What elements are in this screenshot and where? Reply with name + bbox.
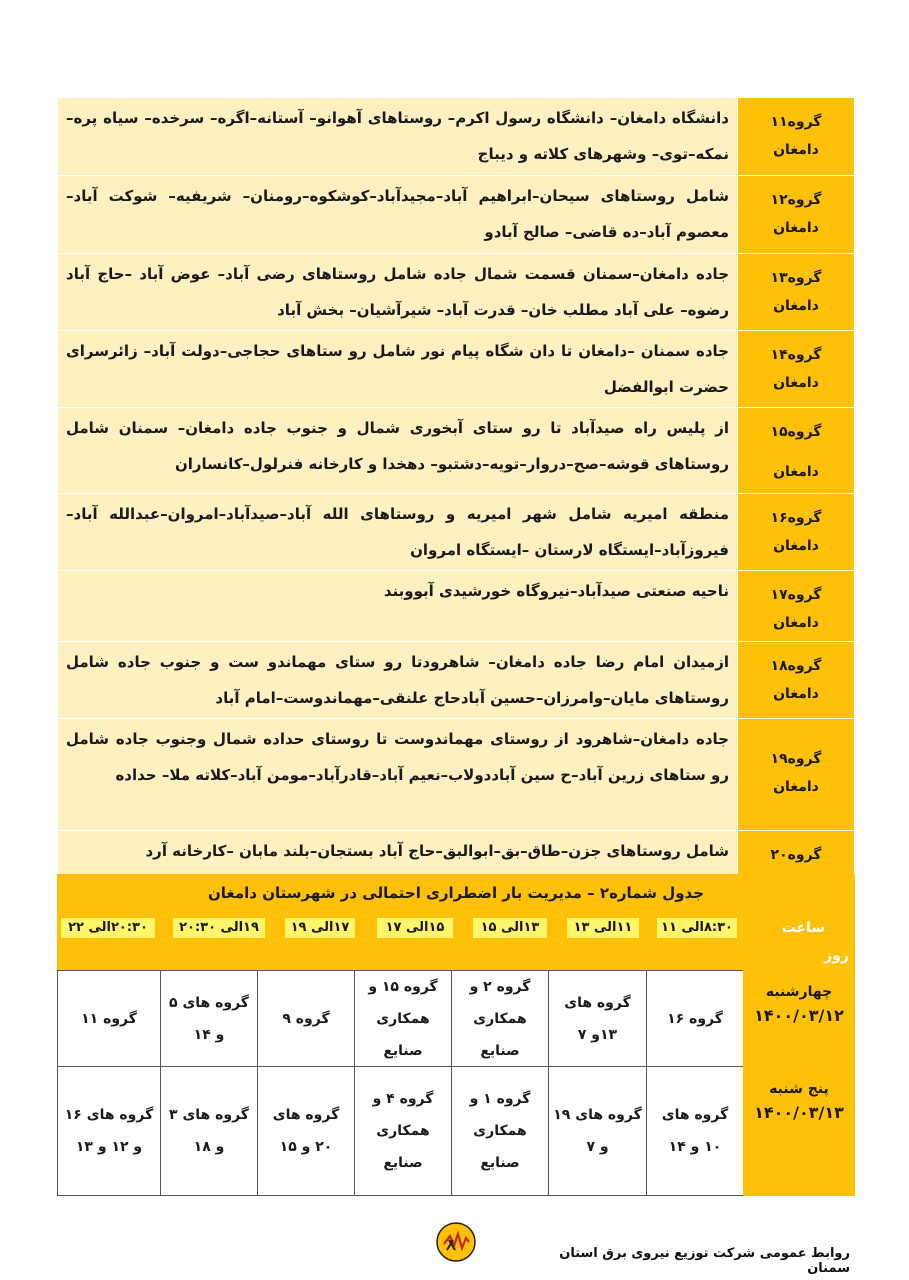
group-description: شامل روستاهای جزن–طاق–بق–ابوالبق–حاج آباد بستجان–بلند مابان –کارخانه آرد bbox=[58, 831, 738, 902]
day-row bbox=[57, 1067, 855, 1196]
schedule-cell: گروه های ۱۰ و ۱۴ bbox=[646, 1067, 743, 1196]
schedule-cell: گروه های ۲۰ و ۱۵ bbox=[257, 1067, 354, 1196]
day-date: ۱۴۰۰/۰۳/۱۲ bbox=[754, 1006, 844, 1025]
schedule-cell: گروه ۱۵ و همکاری صنایع bbox=[354, 970, 451, 1067]
group-name: گروه۱۵ bbox=[770, 424, 822, 440]
group-name-cell bbox=[738, 494, 855, 571]
group-row bbox=[58, 254, 855, 331]
group-row bbox=[58, 98, 855, 176]
group-city: دامغان bbox=[773, 298, 819, 314]
groups-table bbox=[57, 97, 855, 902]
group-name-cell bbox=[738, 642, 855, 719]
schedule-cell: گروه های ۳ و ۱۸ bbox=[160, 1067, 257, 1196]
group-name: گروه۱۷ bbox=[770, 587, 822, 603]
group-name: گروه۱۱ bbox=[770, 114, 822, 130]
schedule-cell: گروه های ۵ و ۱۴ bbox=[160, 970, 257, 1067]
group-city: دامغان bbox=[773, 464, 819, 480]
group-name: گروه۱۴ bbox=[770, 347, 822, 363]
schedule-cell: گروه ۴ و همکاری صنایع bbox=[354, 1067, 451, 1196]
group-city: دامغان bbox=[773, 538, 819, 554]
schedule-cell: گروه ۱۶ bbox=[646, 970, 743, 1067]
group-description: ازمیدان امام رضا جاده دامغان– شاهرودتا رو ستای مهماندو ست و جنوب جاده شامل روستاهای مایان–وامرزان–حسین آبادحاج علنقی–مهماندوست–امام آباد bbox=[58, 642, 738, 719]
group-name: گروه۱۹ bbox=[770, 751, 822, 767]
group-name: گروه۲۰ bbox=[770, 847, 822, 863]
group-name-cell bbox=[738, 331, 855, 408]
schedule-cell: گروه ۱ و همکاری صنایع bbox=[451, 1067, 548, 1196]
group-name: گروه۱۸ bbox=[770, 658, 822, 674]
group-city: دامغان bbox=[773, 220, 819, 236]
time-header bbox=[57, 912, 855, 970]
group-row bbox=[58, 331, 855, 408]
group-city: دامغان bbox=[773, 615, 819, 631]
electric-company-logo-icon bbox=[436, 1222, 476, 1262]
group-name-cell bbox=[738, 719, 855, 831]
day-name: پنج شنبه bbox=[769, 1081, 829, 1097]
group-description: جاده دامغان–سمنان قسمت شمال جاده شامل روستاهای رضی آباد– عوض آباد –حاج آباد رضوه– علی آباد مطلب خان– قدرت آباد– شیرآشیان– بخش آباد bbox=[58, 254, 738, 331]
group-description: منطقه امیریه شامل شهر امیریه و روستاهای الله آباد–صیدآباد–امروان–عبدالله آباد– فیروزآباد–ایستگاه لارستان –ایستگاه امروان bbox=[58, 494, 738, 571]
schedule-title: جدول شماره۲ – مدیریت بار اضطراری احتمالی در شهرستان دامغان bbox=[57, 874, 855, 912]
group-description: جاده دامغان–شاهرود از روستای مهماندوست تا روستای حداده شمال وجنوب جاده شامل رو ستاهای زرین آباد–ح سین آباددولاب–نعیم آباد–قادرآباد–مومن آباد–کلاته ملا– حداده bbox=[58, 719, 738, 831]
footer-text: روابط عمومی شرکت توزیع نیروی برق استان سمنان bbox=[559, 1246, 850, 1276]
group-description: از پلیس راه صیدآباد تا رو ستای آبخوری شمال و جنوب جاده دامغان– سمنان شامل روستاهای قوشه–صح–دروار–تویه–دشتبو– دهخدا و کارخانه فنرلول–کانساران bbox=[58, 408, 738, 494]
schedule-cell: گروه ۱۱ bbox=[57, 970, 160, 1067]
corner-time-label: ساعت bbox=[781, 920, 825, 936]
group-city: دامغان bbox=[773, 375, 819, 391]
group-row bbox=[58, 719, 855, 831]
day-cell bbox=[743, 1067, 855, 1196]
schedule-cell: گروه ۹ bbox=[257, 970, 354, 1067]
group-name-cell bbox=[738, 408, 855, 494]
time-slot: ۱۹الی ۲۰:۳۰ bbox=[173, 918, 265, 938]
day-row bbox=[57, 970, 855, 1067]
corner-day-label: روز bbox=[824, 948, 849, 964]
group-name: گروه۱۲ bbox=[770, 192, 822, 208]
time-slot: ۲۰:۳۰الی ۲۲ bbox=[61, 918, 155, 938]
group-row bbox=[58, 642, 855, 719]
time-slot: ۱۵الی ۱۷ bbox=[377, 918, 453, 938]
group-name-cell bbox=[738, 254, 855, 331]
time-slot: ۱۱الی ۱۳ bbox=[567, 918, 639, 938]
group-description: جاده سمنان –دامغان تا دان شگاه پیام نور شامل رو ستاهای حجاجی–دولت آباد– زائرسرای حضرت ابوالفضل bbox=[58, 331, 738, 408]
schedule-cell: گروه ۲ و همکاری صنایع bbox=[451, 970, 548, 1067]
group-city: دامغان bbox=[773, 142, 819, 158]
group-description: ناحیه صنعتی صیدآباد–نیروگاه خورشیدی آبووبند bbox=[58, 571, 738, 642]
group-name: گروه۱۳ bbox=[770, 270, 822, 286]
group-name: گروه۱۶ bbox=[770, 510, 822, 526]
header-corner bbox=[743, 912, 855, 970]
group-row bbox=[58, 571, 855, 642]
group-row bbox=[58, 408, 855, 494]
time-slot: ۱۳الی ۱۵ bbox=[473, 918, 547, 938]
group-name-cell bbox=[738, 571, 855, 642]
time-slot: ۱۷الی ۱۹ bbox=[285, 918, 355, 938]
group-description: شامل روستاهای سیحان–ابراهیم آباد–مجیدآباد–کوشکوه–رومنان– شریفیه– شوکت آباد–معصوم آباد–ده قاضی– صالح آبادو bbox=[58, 176, 738, 254]
group-row bbox=[58, 176, 855, 254]
day-cell bbox=[743, 970, 855, 1067]
group-city: دامغان bbox=[773, 686, 819, 702]
schedule-cell: گروه های ۱۶ و ۱۲ و ۱۳ bbox=[57, 1067, 160, 1196]
group-city: دامغان bbox=[773, 779, 819, 795]
day-name: چهارشنبه bbox=[765, 984, 833, 1000]
group-name-cell bbox=[738, 176, 855, 254]
schedule-cell: گروه های ۱۳و ۷ bbox=[548, 970, 646, 1067]
group-name-cell bbox=[738, 98, 855, 176]
group-row bbox=[58, 494, 855, 571]
schedule-cell: گروه های ۱۹ و ۷ bbox=[548, 1067, 646, 1196]
group-description: دانشگاه دامغان– دانشگاه رسول اکرم– روستاهای آهوانو– آستانه–اگره– سرخده– سیاه پره–نمکه–توی– وشهرهای کلاته و دیباج bbox=[58, 98, 738, 176]
day-date: ۱۴۰۰/۰۳/۱۳ bbox=[754, 1103, 844, 1122]
time-slot: ۸:۳۰الی ۱۱ bbox=[657, 918, 737, 938]
